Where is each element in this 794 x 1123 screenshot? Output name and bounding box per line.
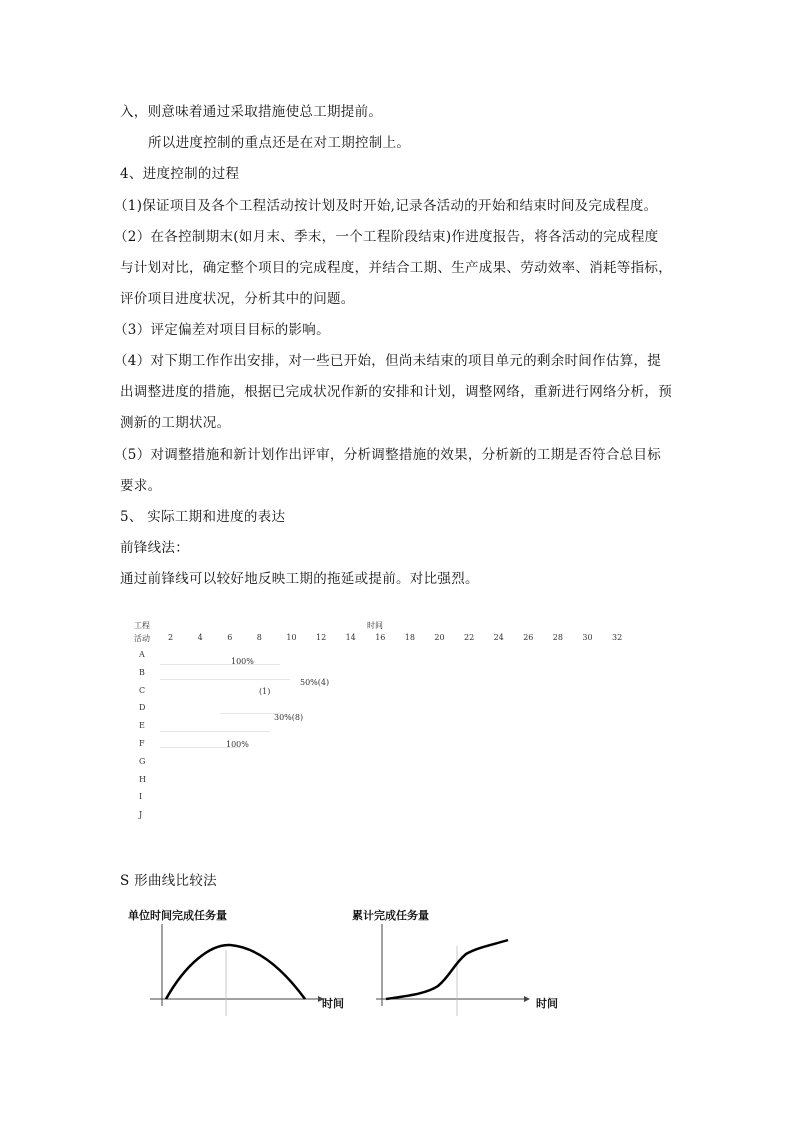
gantt-tick-label: 18 [404,633,415,642]
gantt-row-label: C [139,685,146,695]
right-s-curve [386,940,508,999]
gantt-header-bottom: 活动 [134,634,150,643]
annotation-a: 100% [231,657,254,666]
gantt-row-label: E [139,721,145,731]
step-4-line1: （4）对下期工作作出安排，对一些已开始，但尚未结束的项目单元的剩余时间作估算，提 [114,353,662,369]
annotation-e: 30%(8) [274,713,304,722]
gantt-row-label: F [139,739,145,748]
gantt-tick-label: 8 [256,633,262,642]
gantt-row-label: J [139,810,143,820]
paragraph-line: 所以进度控制的重点还是在对工期控制上。 [148,135,411,151]
gantt-tick-label: 28 [552,633,563,642]
gantt-time-label: 时间 [367,621,383,630]
gantt-tick-label: 22 [464,633,475,642]
step-2-line3: 评价项目进度状况，分析其中的问题。 [120,291,355,307]
step-5-line2: 要求。 [120,478,162,494]
method-description: 通过前锋线可以较好地反映工期的拖延或提前。对比强烈。 [120,571,479,587]
gantt-row-label: A [139,650,145,659]
gantt-tick-label: 20 [434,633,445,642]
method-label: 前锋线法： [120,540,189,556]
frontline-gantt-chart [120,616,640,831]
gantt-tick-label: 10 [286,633,297,642]
gantt-bar-d [220,713,280,714]
gantt-bar-a [160,664,280,665]
left-chart-xlabel: 时间 [322,997,344,1010]
unit-time-chart [140,920,330,1020]
gantt-tick-label: 12 [316,633,327,642]
right-chart-xlabel: 时间 [536,997,558,1010]
gantt-tick-label: 30 [582,633,593,642]
gantt-tick-label: 14 [345,633,356,642]
left-chart-title: 单位时间完成任务量 [128,909,227,922]
left-bell-curve [166,945,305,999]
gantt-row-label: G [139,756,146,766]
annotation-b: 50%(4) [300,678,330,687]
step-4-line3: 测新的工期状况。 [120,415,231,431]
right-x-arrow [524,996,530,1002]
step-5-line1: （5）对调整措施和新计划作出评审，分析调整措施的效果，分析新的工期是否符合总目标 [114,447,662,463]
gantt-row-label: D [139,703,146,713]
gantt-row-label: H [139,774,146,784]
step-2-line1: （2）在各控制期末(如月末、季末，一个工程阶段结束)作进度报告，将各活动的完成程度 [114,229,659,245]
gantt-bar-b [160,679,290,680]
step-3: （3）评定偏差对项目目标的影响。 [114,322,330,338]
gantt-header-top: 工程 [134,621,150,630]
gantt-tick-label: 26 [523,633,534,642]
gantt-tick-label: 6 [227,633,233,642]
gantt-tick-label: 32 [612,633,623,642]
gantt-tick-label: 2 [168,633,174,642]
gantt-row-label: I [139,792,143,802]
gantt-bar-e [160,731,270,732]
step-4-line2: 出调整进度的措施，根据已完成状况作新的安排和计划，调整网络，重新进行网络分析，预 [120,384,672,400]
s-curve-heading: S 形曲线比较法 [120,873,217,889]
gantt-tick-label: 16 [375,633,386,642]
annotation-f: 100% [226,740,249,749]
step-1: （1)保证项目及各个工程活动按计划及时开始,记录各活动的开始和结束时间及完成程度。 [114,198,658,214]
section-heading-4: 4、进度控制的过程 [120,166,240,182]
annotation-c: (1) [259,687,271,696]
cumulative-chart [366,920,556,1020]
section-heading-5: 5、 实际工期和进度的表达 [120,509,286,525]
gantt-tick-label: 4 [197,633,203,642]
gantt-row-label: B [139,667,145,677]
paragraph-line: 入，则意味着通过采取措施使总工期提前。 [120,104,383,120]
right-chart-title: 累计完成任务量 [352,909,429,922]
step-2-line2: 与计划对比，确定整个项目的完成程度，并结合工期、生产成果、劳动效率、消耗等指标， [120,260,672,276]
gantt-tick-label: 24 [493,633,504,642]
